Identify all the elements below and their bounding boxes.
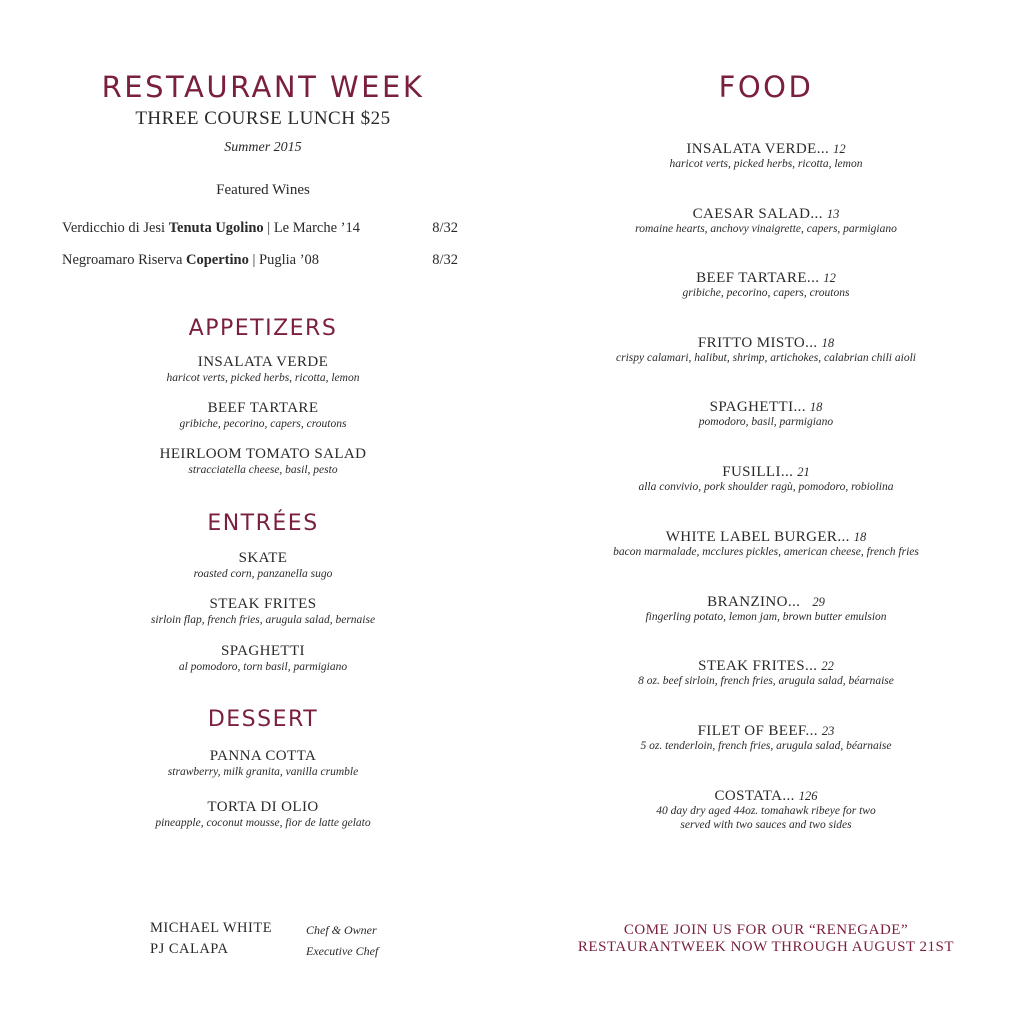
item-description: gribiche, pecorino, capers, croutons	[179, 418, 347, 430]
food-item	[530, 463, 1002, 495]
food-item	[530, 269, 1002, 301]
item-price: 21	[797, 465, 810, 479]
item-price: 23	[821, 724, 835, 738]
wine-name: Verdicchio di Jesi	[62, 220, 169, 236]
staff-name: PJ CALAPA	[150, 941, 229, 957]
item-description: pineapple, coconut mousse, fior de latte gelato	[155, 817, 371, 829]
item-price: 18	[853, 530, 867, 544]
item-name: COSTATA...	[714, 788, 795, 804]
item-name: TORTA DI OLIO	[207, 799, 319, 815]
entrees-heading: ENTRÉES	[207, 511, 319, 536]
item-description: bacon marmalade, mcclures pickles, american cheese, french fries	[613, 546, 919, 558]
promo-banner	[530, 922, 1002, 956]
food-item	[530, 722, 1002, 754]
food-item	[530, 398, 1002, 430]
wine-producer: Tenuta Ugolino	[168, 220, 264, 236]
item-description: 5 oz. tenderloin, french fries, arugula salad, béarnaise	[640, 740, 892, 752]
item-description: 40 day dry aged 44oz. tomahawk ribeye for two	[656, 805, 876, 817]
season-label: Summer 2015	[224, 140, 302, 155]
wine-row	[62, 220, 458, 237]
item-name: BEEF TARTARE	[207, 400, 319, 416]
item-name: SPAGHETTI...	[709, 399, 806, 415]
wine-name: Negroamaro Riserva	[62, 252, 187, 268]
item-description: crispy calamari, halibut, shrimp, artichokes, calabrian chili aioli	[616, 352, 916, 364]
menu-item	[40, 550, 486, 581]
item-name: FUSILLI...	[722, 464, 794, 480]
featured-wines-heading: Featured Wines	[216, 182, 310, 198]
item-description: stracciatella cheese, basil, pesto	[188, 464, 338, 476]
food-item	[530, 657, 1002, 689]
item-description: haricot verts, picked herbs, ricotta, lemon	[669, 158, 863, 170]
dessert-heading: DESSERT	[207, 707, 319, 732]
wine-region: | Le Marche ’14	[263, 220, 360, 236]
menu-item	[40, 748, 486, 779]
staff-role: Executive Chef	[306, 944, 379, 958]
item-description: fingerling potato, lemon jam, brown butter emulsion	[645, 611, 887, 623]
promo-line: RESTAURANTWEEK NOW THROUGH AUGUST 21ST	[577, 939, 955, 955]
item-price: 22	[821, 659, 834, 673]
item-description: sirloin flap, french fries, arugula salad, bernaise	[150, 614, 376, 626]
menu-item	[40, 596, 486, 627]
item-description: haricot verts, picked herbs, ricotta, lemon	[166, 372, 360, 384]
item-description: 8 oz. beef sirloin, french fries, arugula salad, béarnaise	[638, 675, 894, 687]
food-heading: FOOD	[718, 70, 814, 104]
item-name: WHITE LABEL BURGER...	[665, 529, 850, 545]
item-price: 12	[833, 142, 846, 156]
page-title: RESTAURANT WEEK	[101, 70, 425, 104]
staff-role: Chef & Owner	[306, 923, 377, 937]
item-name: BRANZINO...	[707, 594, 801, 610]
item-name: CAESAR SALAD...	[692, 206, 823, 222]
item-price: 18	[809, 400, 823, 414]
item-price: 12	[823, 271, 836, 285]
item-name: STEAK FRITES...	[698, 658, 818, 674]
lunch-price-subtitle: THREE COURSE LUNCH $25	[135, 108, 391, 129]
item-price: 18	[821, 336, 835, 350]
food-item	[530, 140, 1002, 172]
item-description: strawberry, milk granita, vanilla crumble	[167, 766, 359, 778]
wine-price: 8/32	[432, 220, 458, 236]
item-price: 126	[798, 789, 818, 803]
wine-price: 8/32	[432, 252, 458, 268]
food-item	[530, 787, 1002, 832]
menu-item	[40, 400, 486, 431]
item-description: pomodoro, basil, parmigiano	[698, 416, 834, 428]
wine-producer: Copertino	[186, 252, 249, 268]
item-price: 29	[812, 595, 825, 609]
staff-name: MICHAEL WHITE	[150, 920, 273, 936]
menu-item	[40, 446, 486, 477]
appetizers-heading: APPETIZERS	[188, 316, 338, 341]
item-name: FRITTO MISTO...	[697, 335, 818, 351]
item-name: INSALATA VERDE...	[686, 141, 830, 157]
item-name: FILET OF BEEF...	[697, 723, 818, 739]
food-item	[530, 205, 1002, 237]
wine-row	[62, 252, 458, 269]
item-name: SPAGHETTI	[221, 643, 305, 659]
item-description-line2: served with two sauces and two sides	[680, 818, 852, 831]
item-name: SKATE	[238, 550, 288, 566]
food-item	[530, 593, 1002, 625]
food-item	[530, 334, 1002, 366]
item-description: gribiche, pecorino, capers, croutons	[682, 287, 850, 299]
item-price: 13	[826, 207, 840, 221]
item-name: STEAK FRITES	[209, 596, 317, 612]
item-description: al pomodoro, torn basil, parmigiano	[178, 661, 348, 673]
item-description: roasted corn, panzanella sugo	[193, 568, 333, 580]
item-name: HEIRLOOM TOMATO SALAD	[159, 446, 367, 462]
item-name: INSALATA VERDE	[197, 354, 329, 370]
item-name: BEEF TARTARE...	[696, 270, 820, 286]
food-item	[530, 528, 1002, 560]
menu-item	[40, 643, 486, 674]
wine-region: | Puglia ’08	[248, 252, 320, 268]
item-name: PANNA COTTA	[209, 748, 317, 764]
item-description: alla convivio, pork shoulder ragù, pomodoro, robiolina	[638, 481, 894, 493]
item-description: romaine hearts, anchovy vinaigrette, capers, parmigiano	[635, 223, 897, 235]
menu-item	[40, 354, 486, 385]
promo-line: COME JOIN US FOR OUR “RENEGADE”	[623, 922, 909, 938]
menu-item	[40, 799, 486, 830]
